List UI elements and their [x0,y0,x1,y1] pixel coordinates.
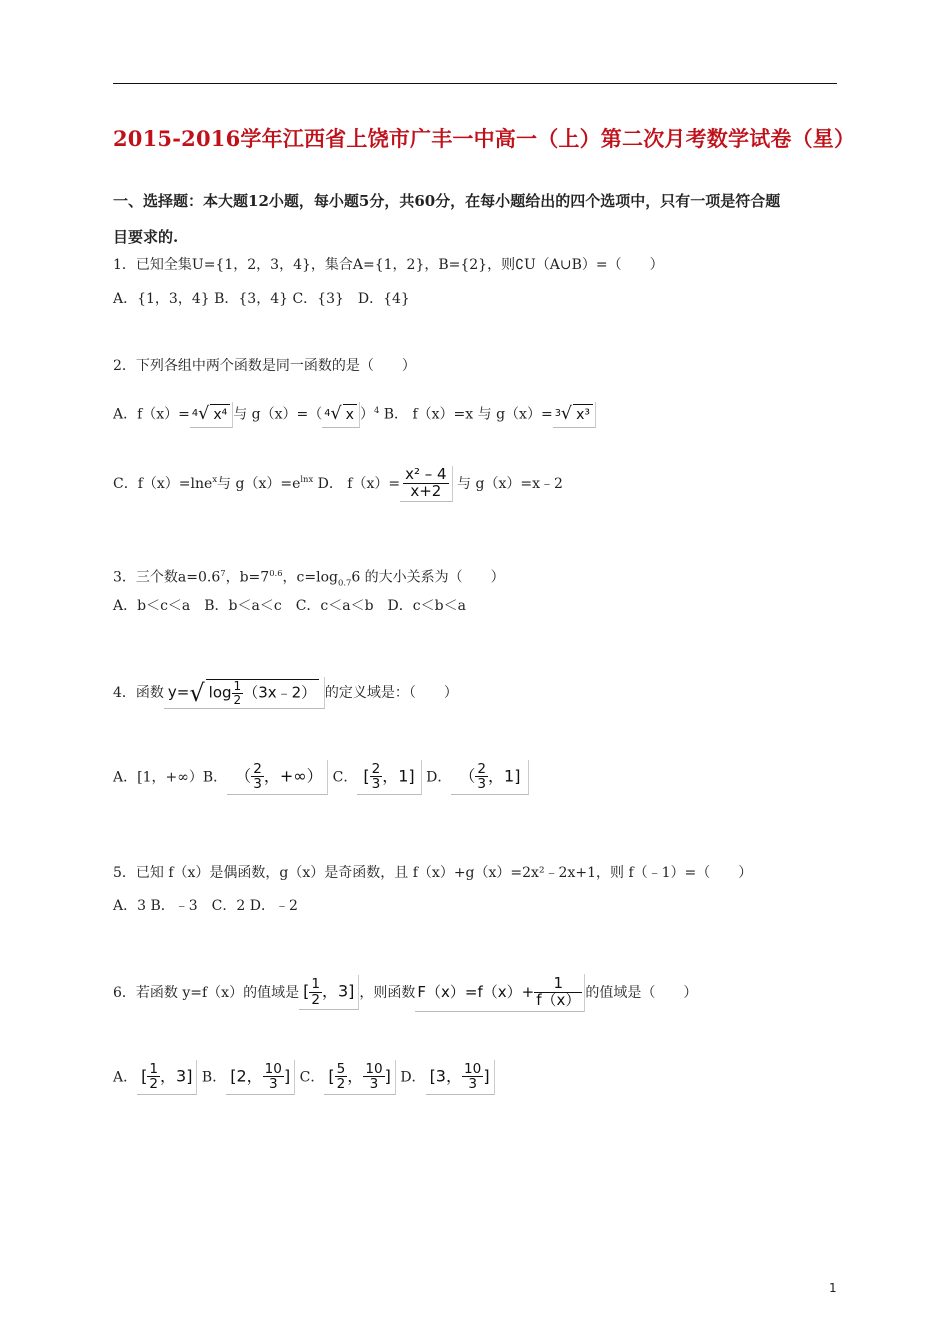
q1-options: A．{1，3，4} B．{3，4} C．{3} D．{4} [113,291,410,307]
q6-option-a-image: [ $\frac{1}{2}$ ，3] [137,1060,197,1095]
q6-option-c-image: [ $\frac{5}{2}$ ， $\frac{10}{3}$ ] [324,1060,395,1095]
q5-stem: 5．已知 f（x）是偶函数，g（x）是奇函数，且 f（x）+g（x）=2x²﹣2x+1，则 f（﹣1）=（ ） [113,865,753,881]
page-title: 2015-2016学年江西省上饶市广丰一中高一（上）第二次月考数学试卷（星） [113,126,856,151]
q4-function-image: y=√ log $\frac{1}{2}$ （3x﹣2） [164,677,325,709]
q2-options-ab: A．f（x）= $^4$√ x⁴ 与 g（x）=（ $^4$√ x ）$^4$ B． f（x）=x 与 g（x）= $^3$√ x³ [113,400,596,428]
q6-option-d-image: [3， $\frac{10}{3}$ ] [426,1060,495,1095]
q4-stem: 4．函数 y=√ log $\frac{1}{2}$ （3x﹣2） 的定义域是：（ ） [113,677,458,709]
header-rule [113,83,837,84]
page-number: 1 [829,1281,837,1295]
q4-option-c-image: [ $\frac{2}{3}$ ，1] [357,760,421,795]
q2-a-root2-image: $^4$√ x [322,402,360,428]
q1-stem: 1．已知全集U={1，2，3，4}，集合A={1，2}，B={2}，则∁U（A∪B）=（ ） [113,257,664,273]
q4-option-d-image: （ $\frac{2}{3}$ ，1] [451,760,529,795]
q2-a-mid: 与 g（x）=（ [233,406,323,423]
q6-range-image: [ $\frac{1}{2}$ ，3] [299,975,359,1010]
q3-options: A．b＜c＜a B．b＜a＜c C．c＜a＜b D．c＜b＜a [113,598,466,614]
q5-options: A．3 B．﹣3 C．2 D．﹣2 [113,898,298,914]
q2-d-fraction-image: $\frac{\text{x² – 4}}{x+2}$ [400,466,452,502]
q4-options: A．[1，+∞）B． （ $\frac{2}{3}$ ，+∞） C． [ $\frac{2}{3}$ ，1] D． （ $\frac{2}{3}$ ，1] [113,760,529,795]
q2-b-root-image: $^3$√ x³ [553,402,596,428]
q6-option-b-image: [2， $\frac{10}{3}$ ] [226,1060,295,1095]
q2-a-root-image: $^4$√ x⁴ [190,402,233,428]
q6-stem: 6．若函数 y=f（x）的值域是 [ $\frac{1}{2}$ ，3] ，则函数 F（x）=f（x）+ $\frac{1}{f(x)}$ 的值域是（ ） [113,974,697,1012]
q6-options: A． [ $\frac{1}{2}$ ，3] B． [2， $\frac{10}{3}$ ] C． [ $\frac{5}{2}$ ， $\frac{10}{3}$ ] D． [3， $\frac{10}{3}$ ] [113,1060,495,1095]
q2-b-prefix: B． f（x）=x 与 g（x）= [379,406,553,423]
section-heading-line1: 一、选择题：本大题12小题，每小题5分，共60分，在每小题给出的四个选项中，只有一项是符合题 [113,192,781,210]
section-heading-line2: 目要求的. [113,228,179,246]
section-heading [113,183,843,255]
q2-options-cd: C．f（x）=lne$^x$与 $g(x)=e^{lnx}$ D． f（x）= $\frac{\text{x² – 4}}{x+2}$ 与 g（x）=x﹣2 [113,465,563,500]
q6-function-image: F（x）=f（x）+ $\frac{1}{f(x)}$ [415,974,585,1012]
q4-option-b-image: （ $\frac{2}{3}$ ，+∞） [227,760,328,795]
q2-a-prefix: A．f（x）= [113,406,190,423]
q3-stem: 3．三个数$a=0.6^7$，$b=7^{0.6}$，$c=\log_{0.7}6$ 的大小关系为（ ） [113,568,505,588]
q2-stem: 2．下列各组中两个函数是同一函数的是（ ） [113,358,416,374]
